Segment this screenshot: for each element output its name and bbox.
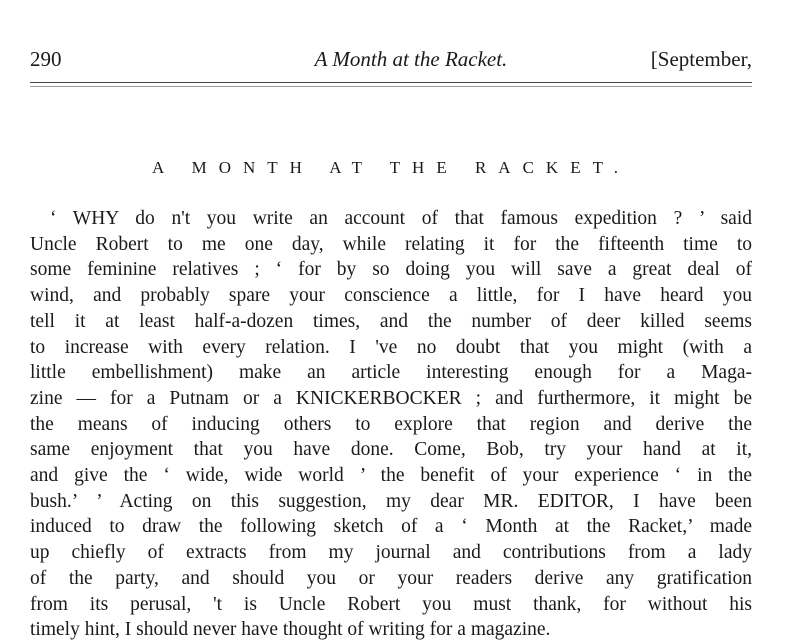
text-line: bush.’ ’ Acting on this suggestion, my dear MR. EDITOR, I have been	[30, 490, 752, 512]
header-rule-secondary	[30, 86, 752, 87]
text-line: little embellishment) make an article interesting enough for a Maga-	[30, 362, 752, 384]
text-line: up chiefly of extracts from my journal and contributions from a lady	[30, 542, 752, 564]
text-line: and give the ‘ wide, wide world ’ the benefit of your experience ‘ in the	[30, 465, 752, 487]
text-line: zine — for a Putnam or a KNICKERBOCKER ; and furthermore, it might be	[30, 387, 752, 409]
text-line: ‘ WHY do n't you write an account of that famous expedition ? ’ said	[50, 208, 752, 229]
text-line: timely hint, I should never have thought of writing for a magazine.	[30, 619, 551, 641]
running-title: A Month at the Racket.	[314, 47, 508, 71]
text-line: some feminine relatives ; ‘ for by so doing you will save a great deal of	[30, 259, 752, 281]
text-line: wind, and probably spare your conscience a little, for I have heard you	[30, 285, 752, 307]
text-line: from its perusal, 't is Uncle Robert you must thank, for without his	[30, 593, 752, 615]
body-paragraph	[30, 206, 752, 643]
text-line: same enjoyment that you have done. Come, Bob, try your hand at it,	[30, 439, 752, 461]
text-line: of the party, and should you or your readers derive any gratification	[30, 567, 752, 589]
header-rule	[30, 82, 752, 83]
text-line: tell it at least half-a-dozen times, and the number of deer killed seems	[30, 310, 752, 332]
article-title: A MONTH AT THE RACKET.	[152, 158, 630, 177]
text-line: to increase with every relation. I 've no doubt that you might (with a	[30, 336, 752, 358]
page-number: 290	[30, 47, 62, 71]
text-line: induced to draw the following sketch of a ‘ Month at the Racket,’ made	[30, 516, 752, 538]
running-head	[30, 44, 752, 74]
text-line: Uncle Robert to me one day, while relating it for the fifteenth time to	[30, 233, 752, 255]
text-line: the means of inducing others to explore that region and derive the	[30, 413, 752, 435]
running-date: [September,	[650, 47, 752, 71]
